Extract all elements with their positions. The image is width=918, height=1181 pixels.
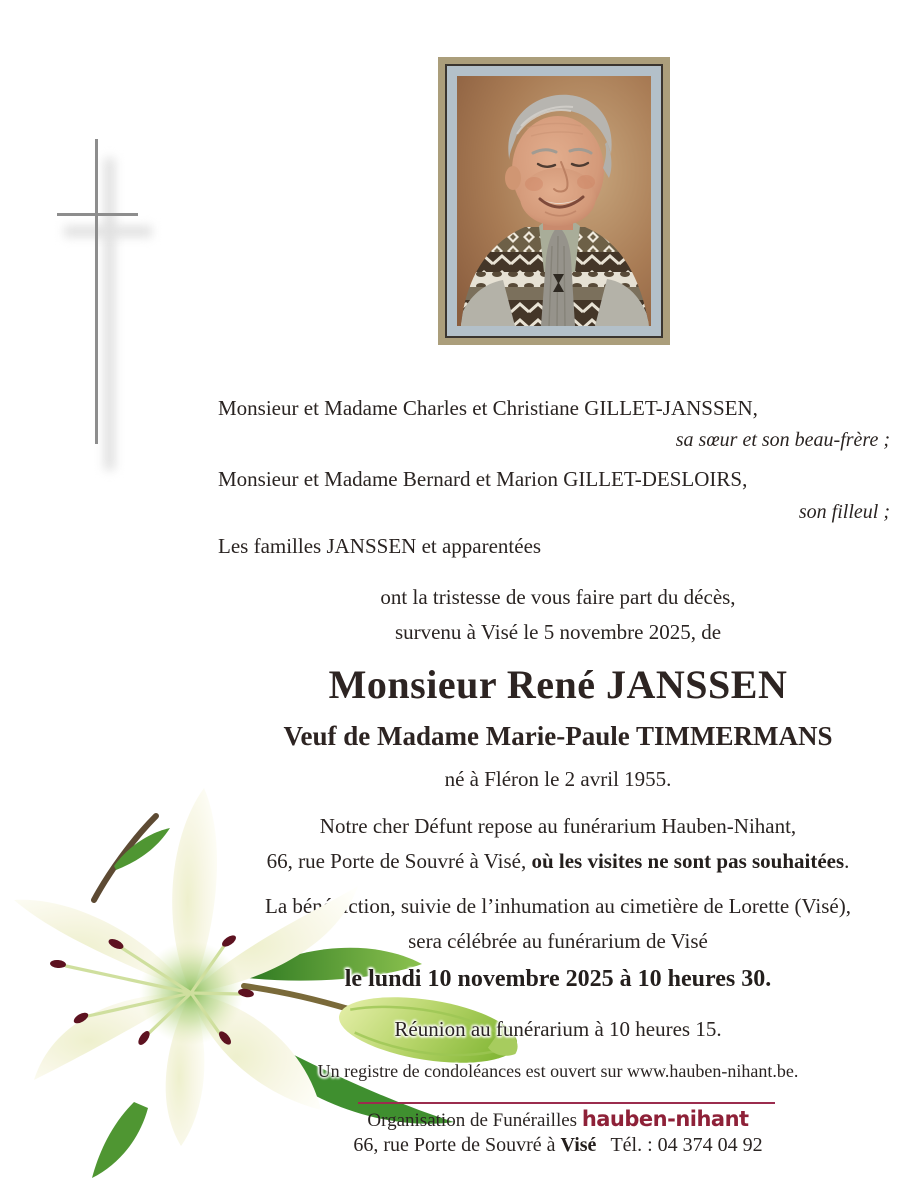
hauben-nihant-logo: hauben-nihant <box>581 1107 749 1131</box>
ceremony-line-1: La bénédiction, suivie de l’inhumation au cimetière de Lorette (Visé), <box>265 894 851 918</box>
address-street: 66, rue Porte de Souvré à <box>353 1134 561 1156</box>
cross-shadow <box>104 158 115 470</box>
intro-line-1: ont la tristesse de vous faire part du décès, <box>380 585 736 609</box>
relation-label-1: sa sœur et son beau-frère ; <box>675 429 890 451</box>
repose-period: . <box>844 849 850 873</box>
deceased-name: Monsieur René JANSSEN <box>328 662 788 707</box>
deceased-portrait-photo <box>457 76 651 326</box>
cross-horizontal-bar <box>57 213 138 216</box>
address-city: Visé <box>560 1134 597 1156</box>
phone-number: Tél. : 04 374 04 92 <box>610 1134 763 1156</box>
meeting-line: Réunion au funérarium à 10 heures 15. <box>394 1017 722 1041</box>
funeral-home-address <box>218 1134 898 1157</box>
condolence-register-line: Un registre de condoléances est ouvert sur www.hauben-nihant.be. <box>317 1061 799 1081</box>
relation-label-2: son filleul ; <box>798 501 890 523</box>
relative-names-2: Monsieur et Madame Bernard et Marion GILLET-DESLOIRS, <box>218 467 748 491</box>
funeral-home-line <box>218 1107 898 1132</box>
relative-names-3: Les familles JANSSEN et apparentées <box>218 534 542 558</box>
cross-vertical-bar <box>95 139 98 444</box>
organisation-label: Organisation de Funérailles <box>367 1110 582 1131</box>
repose-line-1: Notre cher Défunt repose au funérarium Hauben-Nihant, <box>319 814 797 838</box>
widower-line: Veuf de Madame Marie-Paule TIMMERMANS <box>283 721 833 751</box>
cross-shadow <box>64 226 152 237</box>
birth-line: né à Fléron le 2 avril 1955. <box>444 767 672 791</box>
deceased-photo-frame <box>438 57 670 345</box>
ceremony-line-2: sera célébrée au funérarium de Visé <box>408 929 708 953</box>
ceremony-date: le lundi 10 novembre 2025 à 10 heures 30. <box>344 966 772 992</box>
footer-divider <box>358 1102 775 1104</box>
repose-address: 66, rue Porte de Souvré à Visé, <box>266 849 532 873</box>
relative-names-1: Monsieur et Madame Charles et Christiane GILLET-JANSSEN, <box>218 396 758 420</box>
intro-line-2: survenu à Visé le 5 novembre 2025, de <box>394 620 722 644</box>
no-visits-notice: où les visites ne sont pas souhaitées <box>531 849 845 873</box>
